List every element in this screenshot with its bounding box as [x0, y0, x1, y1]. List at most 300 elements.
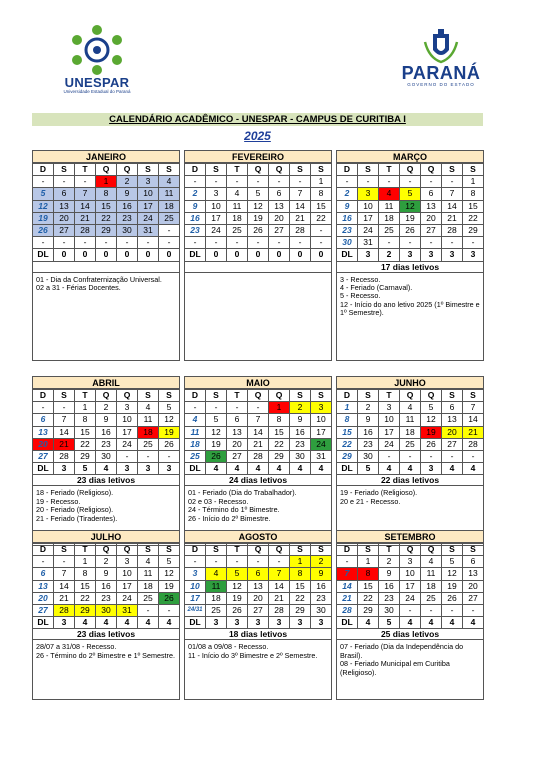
day-cell: 27 [421, 224, 442, 236]
day-cell: 6 [227, 414, 248, 426]
day-cell: 25 [138, 438, 159, 450]
day-cell: - [185, 556, 206, 568]
dl-value: 4 [96, 463, 117, 475]
weekday-label: S [463, 390, 484, 402]
day-cell: 16 [358, 426, 379, 438]
day-cell: 30 [379, 604, 400, 616]
day-cell: - [400, 176, 421, 188]
week-row [33, 212, 180, 224]
year-label: 2025 [244, 129, 271, 143]
day-cell: 9 [311, 568, 332, 580]
weekday-label: T [75, 544, 96, 556]
day-cell: 13 [269, 200, 290, 212]
day-cell: 17 [117, 426, 138, 438]
dl-value: 4 [358, 617, 379, 629]
day-cell: - [421, 604, 442, 616]
weekday-label: S [54, 164, 75, 176]
day-cell: 11 [138, 414, 159, 426]
dl-value: 5 [379, 617, 400, 629]
day-cell: 12 [400, 200, 421, 212]
day-cell: 20 [269, 212, 290, 224]
dl-value: 4 [442, 463, 463, 475]
day-cell: 22 [463, 212, 484, 224]
day-cell: 27 [442, 438, 463, 450]
day-cell: 16 [96, 580, 117, 592]
day-cell: 29 [337, 450, 358, 462]
day-cell: - [290, 176, 311, 188]
week-row [185, 200, 332, 212]
day-cell: 2 [185, 188, 206, 200]
day-cell: - [75, 176, 96, 188]
day-cell: 30 [117, 224, 138, 236]
day-cell: 24 [358, 224, 379, 236]
day-cell: 31 [358, 237, 379, 249]
weekday-label: T [227, 390, 248, 402]
day-cell: 11 [206, 580, 227, 592]
day-cell: - [311, 237, 332, 249]
month-janeiro [32, 150, 180, 361]
day-cell: - [379, 176, 400, 188]
dl-value: 3 [463, 249, 484, 261]
day-cell: 11 [400, 414, 421, 426]
day-cell: 19 [442, 580, 463, 592]
day-cell: 4 [379, 188, 400, 200]
day-cell: 12 [248, 200, 269, 212]
dl-value: 0 [159, 249, 180, 261]
day-cell: - [269, 176, 290, 188]
day-cell: 13 [248, 580, 269, 592]
day-cell: - [138, 604, 159, 616]
day-cell: 18 [185, 438, 206, 450]
day-cell: 15 [337, 426, 358, 438]
day-cell: 17 [311, 426, 332, 438]
day-cell: 10 [206, 200, 227, 212]
day-cell: 6 [33, 568, 54, 580]
day-cell: 27 [463, 592, 484, 604]
day-cell: 14 [54, 426, 75, 438]
day-cell: 2 [358, 402, 379, 414]
weekday-label: Q [400, 390, 421, 402]
dias-letivos-row [337, 249, 484, 261]
day-cell: - [33, 176, 54, 188]
day-cell: - [442, 450, 463, 462]
week-row [33, 450, 180, 462]
dias-letivos-row [185, 249, 332, 261]
day-cell: 25 [421, 592, 442, 604]
week-row [33, 568, 180, 580]
letivos-total [184, 262, 332, 273]
note-item: 28/07 a 31/08 - Recesso. [36, 642, 117, 652]
day-cell: 23 [311, 592, 332, 604]
note-item: 19 - Feriado (Religioso). [340, 488, 418, 498]
day-cell: 3 [185, 568, 206, 580]
weekday-header-row [33, 544, 180, 556]
week-row [185, 450, 332, 462]
month-table [32, 389, 180, 475]
day-cell: 30 [96, 604, 117, 616]
dl-value: 4 [117, 617, 138, 629]
day-cell: 7 [290, 188, 311, 200]
dl-label: DL [185, 617, 206, 629]
day-cell: 15 [269, 426, 290, 438]
week-row [33, 604, 180, 616]
day-cell: 2 [290, 402, 311, 414]
day-cell: 3 [358, 188, 379, 200]
month-name: AGOSTO [184, 530, 332, 543]
note-item: 01 - Dia da Confraternização Universal. [36, 274, 162, 284]
weekday-header-row [185, 164, 332, 176]
day-cell: 4 [400, 402, 421, 414]
day-cell: 6 [269, 188, 290, 200]
day-cell: 28 [290, 224, 311, 236]
day-cell: - [96, 237, 117, 249]
weekday-label: S [311, 164, 332, 176]
note-item: 01 - Feriado (Dia do Trabalhador). [188, 488, 297, 498]
day-cell: 10 [358, 200, 379, 212]
day-cell: 30 [311, 604, 332, 616]
weekday-label: D [185, 544, 206, 556]
weekday-header-row [185, 544, 332, 556]
weekday-label: Q [248, 164, 269, 176]
day-cell: 14 [337, 580, 358, 592]
weekday-label: T [227, 544, 248, 556]
week-row [185, 438, 332, 450]
month-notes [336, 640, 484, 700]
day-cell: 6 [463, 556, 484, 568]
dias-letivos-row [337, 463, 484, 475]
day-cell: 8 [96, 188, 117, 200]
day-cell: 28 [463, 438, 484, 450]
month-name: JUNHO [336, 376, 484, 389]
day-cell: 5 [159, 402, 180, 414]
day-cell: 13 [54, 200, 75, 212]
month-abril [32, 376, 180, 546]
day-cell: 14 [248, 426, 269, 438]
note-item: 3 - Recesso. [340, 274, 381, 284]
day-cell: - [463, 237, 484, 249]
dl-label: DL [337, 617, 358, 629]
note-item: 02 a 31 - Férias Docentes. [36, 282, 121, 292]
day-cell: - [117, 450, 138, 462]
letivos-total: 17 dias letivos [336, 262, 484, 273]
day-cell: 23 [337, 224, 358, 236]
dl-value: 0 [96, 249, 117, 261]
week-row [185, 188, 332, 200]
weekday-label: Q [117, 544, 138, 556]
week-row [33, 438, 180, 450]
dl-value: 3 [54, 617, 75, 629]
day-cell: 19 [206, 438, 227, 450]
day-cell: 11 [421, 568, 442, 580]
dl-value: 4 [227, 463, 248, 475]
week-row [337, 604, 484, 616]
day-cell: 21 [442, 212, 463, 224]
day-cell: 6 [421, 188, 442, 200]
dl-value: 4 [269, 463, 290, 475]
weekday-label: T [75, 164, 96, 176]
weekday-label: Q [400, 164, 421, 176]
weekday-header-row [337, 164, 484, 176]
day-cell: 14 [290, 200, 311, 212]
dl-label: DL [33, 463, 54, 475]
day-cell: 5 [227, 568, 248, 580]
day-cell: - [227, 402, 248, 414]
day-cell: 21 [463, 426, 484, 438]
month-table [32, 543, 180, 629]
day-cell: - [337, 556, 358, 568]
day-cell: - [54, 176, 75, 188]
day-cell: 8 [75, 414, 96, 426]
week-row [337, 438, 484, 450]
day-cell: 19 [159, 426, 180, 438]
note-item: 19 - Recesso. [36, 496, 81, 506]
dl-value: 3 [206, 617, 227, 629]
day-cell: 21 [337, 592, 358, 604]
day-cell: 25 [185, 450, 206, 462]
dl-value: 4 [159, 617, 180, 629]
week-row [337, 212, 484, 224]
dl-value: 0 [206, 249, 227, 261]
month-name: SETEMBRO [336, 530, 484, 543]
weekday-label: S [206, 390, 227, 402]
letivos-total: 24 dias letivos [184, 475, 332, 486]
week-row [337, 592, 484, 604]
weekday-label: D [337, 544, 358, 556]
day-cell: 5 [248, 188, 269, 200]
day-cell: - [33, 556, 54, 568]
note-item: 11 - Início do 3º Bimestre e 2º Semestre. [188, 650, 318, 660]
week-row [337, 450, 484, 462]
day-cell: 4 [185, 414, 206, 426]
weekday-label: Q [96, 544, 117, 556]
dl-label: DL [33, 617, 54, 629]
note-item: 08 - Feriado Municipal em Curitiba (Religioso). [340, 659, 450, 677]
day-cell: 13 [463, 568, 484, 580]
day-cell: 16 [337, 212, 358, 224]
day-cell: 11 [379, 200, 400, 212]
day-cell: 22 [269, 438, 290, 450]
dl-value: 0 [290, 249, 311, 261]
weekday-label: S [159, 164, 180, 176]
week-row [337, 414, 484, 426]
day-cell: - [227, 237, 248, 249]
day-cell: 12 [33, 200, 54, 212]
day-cell: 16 [117, 200, 138, 212]
weekday-label: Q [269, 164, 290, 176]
weekday-label: S [159, 544, 180, 556]
day-cell: 11 [185, 426, 206, 438]
day-cell: 3 [138, 176, 159, 188]
day-cell: - [290, 237, 311, 249]
month-table [184, 163, 332, 262]
day-cell: - [421, 450, 442, 462]
week-row [33, 402, 180, 414]
day-cell: - [117, 237, 138, 249]
day-cell: 21 [75, 212, 96, 224]
weekday-label: D [33, 390, 54, 402]
day-cell: 16 [379, 580, 400, 592]
weekday-label: Q [96, 164, 117, 176]
day-cell: 10 [311, 414, 332, 426]
day-cell: 22 [75, 438, 96, 450]
day-cell: - [400, 604, 421, 616]
day-cell: 21 [54, 592, 75, 604]
day-cell: 25 [400, 438, 421, 450]
day-cell: 20 [421, 212, 442, 224]
weekday-label: S [442, 164, 463, 176]
note-item: 20 e 21 - Recesso. [340, 496, 401, 506]
letivos-total: 22 dias letivos [336, 475, 484, 486]
month-name: ABRIL [32, 376, 180, 389]
day-cell: 24 [117, 438, 138, 450]
day-cell: 20 [33, 438, 54, 450]
unespar-emblem-icon [66, 24, 128, 76]
page-title: CALENDÁRIO ACADÊMICO - UNESPAR - CAMPUS DE CURITIBA I [32, 113, 483, 126]
weekday-label: S [290, 544, 311, 556]
day-cell: - [54, 237, 75, 249]
day-cell: - [248, 176, 269, 188]
day-cell: 8 [358, 568, 379, 580]
month-name: JANEIRO [32, 150, 180, 163]
day-cell: 16 [311, 580, 332, 592]
day-cell: 7 [75, 188, 96, 200]
day-cell: 4 [138, 402, 159, 414]
week-row [337, 176, 484, 188]
day-cell: 7 [54, 568, 75, 580]
weekday-label: Q [269, 390, 290, 402]
day-cell: - [379, 237, 400, 249]
day-cell: 26 [248, 224, 269, 236]
day-cell: 25 [206, 604, 227, 616]
day-cell: 26 [400, 224, 421, 236]
month-table [32, 163, 180, 262]
day-cell: 28 [75, 224, 96, 236]
day-cell: 31 [117, 604, 138, 616]
weekday-header-row [33, 164, 180, 176]
day-cell: 17 [138, 200, 159, 212]
dl-value: 0 [248, 249, 269, 261]
day-cell: - [185, 237, 206, 249]
weekday-label: S [290, 164, 311, 176]
dl-value: 4 [463, 463, 484, 475]
week-row [185, 176, 332, 188]
month-agosto [184, 530, 332, 700]
day-cell: 11 [227, 200, 248, 212]
day-cell: - [269, 237, 290, 249]
dl-value: 3 [54, 463, 75, 475]
day-cell: 23 [379, 592, 400, 604]
week-row [337, 188, 484, 200]
weekday-label: S [206, 544, 227, 556]
day-cell: - [159, 224, 180, 236]
day-cell: 3 [117, 556, 138, 568]
day-cell: 25 [379, 224, 400, 236]
day-cell: 9 [379, 568, 400, 580]
day-cell: 2 [337, 188, 358, 200]
day-cell: 2 [379, 556, 400, 568]
day-cell: 26 [227, 604, 248, 616]
day-cell: 15 [311, 200, 332, 212]
day-cell: 13 [33, 580, 54, 592]
day-cell: 5 [442, 556, 463, 568]
day-cell: 18 [138, 580, 159, 592]
week-row [337, 200, 484, 212]
day-cell: 29 [269, 450, 290, 462]
day-cell: 8 [311, 188, 332, 200]
month-table [184, 543, 332, 629]
day-cell: 28 [54, 450, 75, 462]
parana-coat-of-arms-icon [419, 28, 463, 64]
month-junho [336, 376, 484, 546]
day-cell: 26 [159, 592, 180, 604]
letivos-total: 23 dias letivos [32, 475, 180, 486]
day-cell: - [227, 176, 248, 188]
month-name: JULHO [32, 530, 180, 543]
weekday-label: T [227, 164, 248, 176]
day-cell: 17 [206, 212, 227, 224]
day-cell: 1 [337, 402, 358, 414]
day-cell: 18 [159, 200, 180, 212]
week-row [337, 556, 484, 568]
week-row [337, 568, 484, 580]
weekday-label: S [54, 544, 75, 556]
dl-value: 4 [311, 463, 332, 475]
day-cell: 13 [421, 200, 442, 212]
dl-label: DL [185, 463, 206, 475]
weekday-header-row [33, 390, 180, 402]
day-cell: 6 [248, 568, 269, 580]
day-cell: 7 [54, 414, 75, 426]
day-cell: 8 [337, 414, 358, 426]
day-cell: 3 [400, 556, 421, 568]
day-cell: - [358, 176, 379, 188]
week-row [185, 592, 332, 604]
weekday-label: Q [269, 544, 290, 556]
dl-value: 0 [269, 249, 290, 261]
day-cell: 18 [227, 212, 248, 224]
week-row [185, 237, 332, 249]
week-row [185, 414, 332, 426]
day-cell: 14 [75, 200, 96, 212]
day-cell: - [33, 237, 54, 249]
weekday-label: S [138, 164, 159, 176]
day-cell: 22 [75, 592, 96, 604]
day-cell: 14 [463, 414, 484, 426]
day-cell: 1 [463, 176, 484, 188]
day-cell: 28 [337, 604, 358, 616]
weekday-label: D [33, 544, 54, 556]
month-name: MAIO [184, 376, 332, 389]
week-row [33, 188, 180, 200]
day-cell: - [159, 450, 180, 462]
day-cell: - [227, 556, 248, 568]
dl-value: 4 [290, 463, 311, 475]
day-cell: 4 [159, 176, 180, 188]
week-row [185, 402, 332, 414]
week-row [337, 580, 484, 592]
day-cell: 7 [442, 188, 463, 200]
month-table [336, 389, 484, 475]
dias-letivos-row [33, 617, 180, 629]
day-cell: 6 [442, 402, 463, 414]
day-cell: 25 [138, 592, 159, 604]
day-cell: 23 [117, 212, 138, 224]
dias-letivos-row [185, 617, 332, 629]
dias-letivos-row [33, 249, 180, 261]
day-cell: 10 [138, 188, 159, 200]
day-cell: 9 [117, 188, 138, 200]
weekday-label: S [358, 390, 379, 402]
